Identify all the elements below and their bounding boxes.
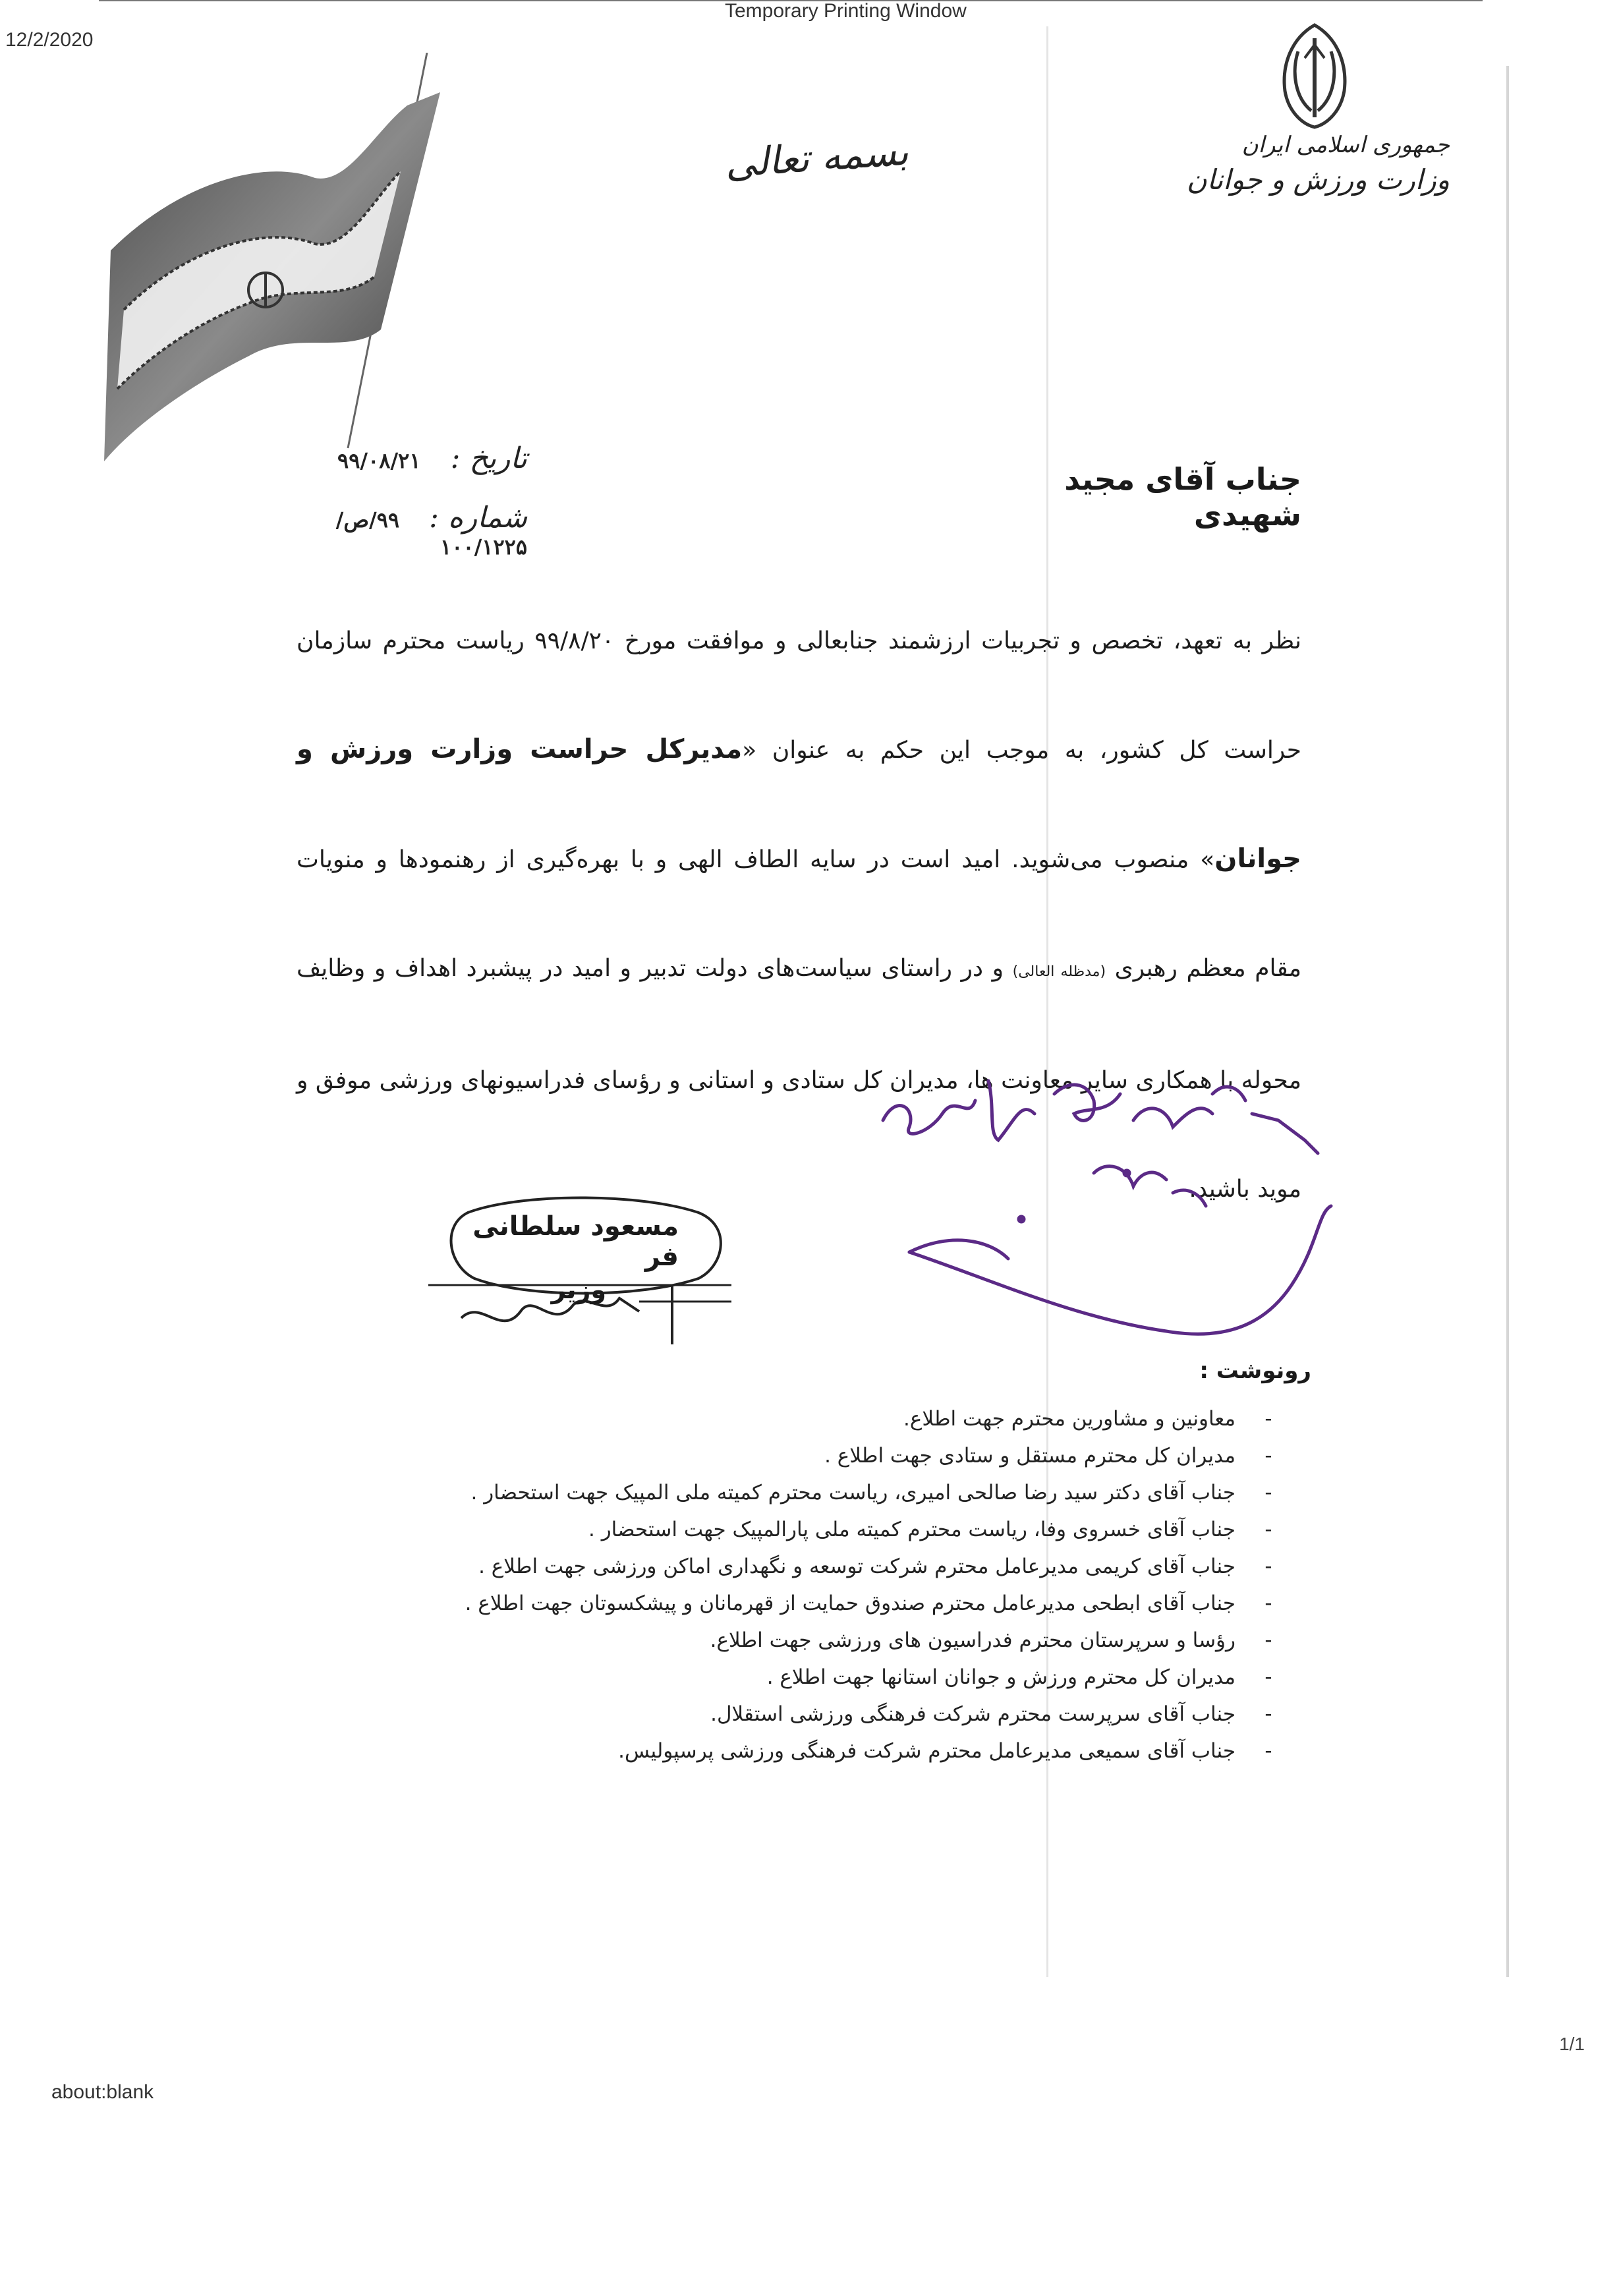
cc-item-text: معاونین و مشاورین محترم جهت اطلاع. — [903, 1407, 1236, 1431]
cc-bullet: - — [1264, 1481, 1272, 1505]
cc-item-text: مدیران کل محترم ورزش و جوانان استانها جهت اطلاع . — [766, 1665, 1236, 1689]
cc-item — [488, 1659, 1282, 1696]
cc-item-text: جناب آقای سمیعی مدیرعامل محترم شرکت فرهنگی ورزشی پرسپولیس. — [618, 1739, 1236, 1763]
cc-bullet: - — [1264, 1739, 1272, 1763]
cc-item — [488, 1400, 1282, 1437]
cc-bullet: - — [1264, 1665, 1272, 1689]
cc-item-text: رؤسا و سرپرستان محترم فدراسیون های ورزشی جهت اطلاع. — [710, 1628, 1236, 1652]
cc-item — [488, 1696, 1282, 1733]
addressee: جناب آقای مجید شهیدی — [1064, 461, 1301, 532]
print-date: 12/2/2020 — [5, 29, 94, 51]
handwritten-note — [857, 1041, 1397, 1351]
cc-item — [478, 1548, 1282, 1585]
iran-flag-icon — [98, 53, 447, 501]
number-label: شماره : — [429, 501, 527, 534]
organization-name — [1186, 132, 1450, 196]
cc-bullet: - — [1264, 1702, 1272, 1726]
cc-item — [470, 1474, 1282, 1511]
iran-emblem-icon — [1265, 18, 1364, 130]
letter-date — [303, 442, 527, 475]
date-label: تاریخ : — [450, 442, 527, 475]
cc-bullet: - — [1264, 1592, 1272, 1615]
cc-list — [465, 1400, 1282, 1769]
cc-item — [465, 1585, 1282, 1622]
cc-item-text: جناب آقای دکتر سید رضا صالحی امیری، ریاست محترم کمیته ملی المپیک جهت استحضار . — [470, 1481, 1236, 1505]
cc-bullet: - — [1264, 1555, 1272, 1578]
cc-item — [488, 1511, 1282, 1548]
print-window-title: Temporary Printing Window — [725, 0, 967, 22]
invocation: بسمه تعالی — [723, 129, 910, 187]
cc-item — [488, 1622, 1282, 1659]
signer-name: مسعود سلطانی فر — [472, 1211, 679, 1272]
cc-item-text: جناب آقای سرپرست محترم شرکت فرهنگی ورزشی استقلال. — [710, 1702, 1236, 1726]
cc-item — [488, 1733, 1282, 1769]
honorific: (مدظله العالی) — [1012, 963, 1106, 980]
page-url: about:blank — [51, 2081, 154, 2103]
cc-label: رونوشت : — [1199, 1358, 1311, 1384]
cc-bullet: - — [1264, 1518, 1272, 1541]
cc-bullet: - — [1264, 1407, 1272, 1431]
cc-item-text: جناب آقای ابطحی مدیرعامل محترم صندوق حمایت از قهرمانان و پیشکسوتان جهت اطلاع . — [465, 1592, 1236, 1615]
appointment-title: مدیرکل حراست وزارت ورزش و جوانان — [297, 734, 1301, 874]
page-counter: 1/1 — [1559, 2034, 1585, 2054]
org-line-1: جمهوری اسلامی ایران — [1241, 132, 1450, 158]
paper-edge — [1506, 66, 1509, 1977]
date-value: ۹۹/۰۸/۲۱ — [337, 448, 421, 473]
cc-item-text: جناب آقای خسروی وفا، ریاست محترم کمیته ملی پارالمپیک جهت استحضار . — [588, 1518, 1236, 1541]
cc-bullet: - — [1264, 1628, 1272, 1652]
cc-item — [488, 1437, 1282, 1474]
signer-title: وزیر — [551, 1275, 606, 1304]
body-part-1: نظر به تعهد، تخصص و تجربیات ارزشمند جنابعالی و موافقت مورخ ۹۹/۸/۲۰ ریاست محترم سازمان حراست کل کشور، به موجب این حکم به عنوان « — [297, 627, 1302, 764]
body-part-3: و در راستای سیاست‌های دولت تدبیر و امید در پیشبرد اهداف و وظایف محوله با همکاری سایر معاونت ها، مدیران کل ستادی و استانی و رؤسای فدراسیونهای ورزشی موفق و موید باشید. — [297, 955, 1301, 1203]
cc-item-text: جناب آقای کریمی مدیرعامل محترم شرکت توسعه و نگهداری اماکن ورزشی جهت اطلاع . — [478, 1555, 1236, 1578]
number-value: ۹۹/ص/۱۰۰/۱۲۲۵ — [335, 507, 527, 560]
cc-bullet: - — [1264, 1444, 1272, 1468]
body-part-2: » منصوب می‌شوید. امید است در سایه الطاف الهی و با بهره‌گیری از رهنمودها و منویات مقام معظم رهبری — [297, 846, 1301, 982]
cc-item-text: مدیران کل محترم مستقل و ستادی جهت اطلاع . — [824, 1444, 1236, 1468]
letter-number — [290, 501, 527, 560]
org-line-2: وزارت ورزش و جوانان — [1186, 163, 1450, 196]
